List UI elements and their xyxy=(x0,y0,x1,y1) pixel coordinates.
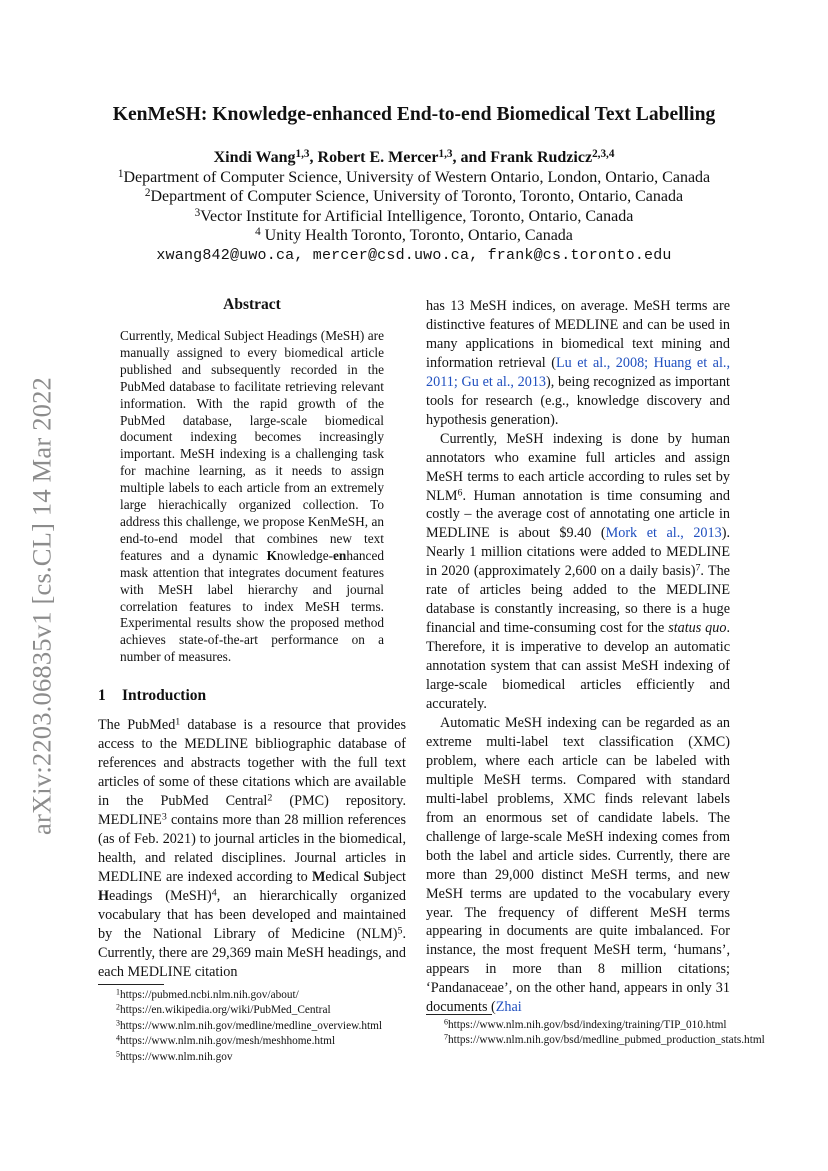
footnote-marker[interactable]: 6 xyxy=(457,487,463,499)
affiliation-text: Department of Computer Science, University of Toronto, Toronto, Ontario, Canada xyxy=(150,188,684,206)
footnote-marker[interactable]: 1 xyxy=(175,716,181,728)
author-emails: xwang842@uwo.ca, mercer@csd.uwo.ca, frank@cs.toronto.edu xyxy=(156,246,672,264)
emphasis-letter: en xyxy=(333,547,347,563)
arxiv-stamp-text: arXiv:2203.06835v1 [cs.CL] 14 Mar 2022 xyxy=(26,376,57,836)
footnote-url[interactable]: https://en.wikipedia.org/wiki/PubMed_Central xyxy=(119,1004,331,1017)
footnote-number: 4 xyxy=(116,1033,120,1043)
footnote xyxy=(426,1032,765,1048)
section-heading-introduction xyxy=(98,687,406,707)
author-name: Robert E. Mercer xyxy=(317,149,439,166)
abstract-span: Currently, Medical Subject Headings (MeSH) are manually assigned to every biomedical article published and subsequently recorded in the PubMed database to facilitate retrieving relevant information. With the rapid growth of the PubMed database, large-scale biomedical document indexing becomes increasingly important. MeSH indexing is a challenging task for machine learning, as it needs to assign multiple labels to each article from an extremely large hierachically organized collection. To address this challenge, we propose KenMeSH, an end-to-end model that combines new text features and a dynamic xyxy=(120,328,384,563)
emphasis-letter: S xyxy=(363,868,372,885)
footnote xyxy=(98,1050,406,1065)
abstract-span: hanced mask attention that integrates document features with MeSH label hierarchy and journal correlation features to index MeSH terms. Experimental results show the proposed method achieves state-of-the-art performance on a number of measures. xyxy=(120,547,384,665)
left-column xyxy=(98,296,406,981)
affiliation-marker: 3 xyxy=(194,206,201,219)
footnotes-left xyxy=(98,984,406,1065)
emphasis-letter: K xyxy=(266,547,277,563)
emphasis-letter: H xyxy=(98,887,110,904)
footnote xyxy=(98,988,406,1003)
citation-link[interactable]: Lu et al., 2008; Huang et al., 2011; Gu et al., 2013 xyxy=(426,354,731,390)
text-span: Automatic MeSH indexing can be regarded as an extreme multi-label text classification (XMC) problem, where each article can be labeled with multiple MeSH terms. Compared with standard multi-label problems, XMC finds relevant labels from an enormous set of candidate labels. The challenge of large-scale MeSH indexing comes from both the label and article sides. Currently, there are more than 29,000 distinct MeSH terms, and new MeSH terms are updated to the vocabulary every year. The frequency of different MeSH terms appearing in documents are quite imbalanced. For instance, the most frequent MeSH term, ‘humans’, appears in more than 8 million citations; ‘Pandanaceae’, on the other hand, appears in only 31 documents ( xyxy=(426,714,730,1016)
emphasis-letter: M xyxy=(311,868,326,885)
author-separator: , and xyxy=(452,149,491,166)
author-separator: , xyxy=(309,149,318,166)
text-span: The PubMed xyxy=(98,717,176,734)
footnote-url[interactable]: https://www.nlm.nih.gov/bsd/indexing/training/TIP_010.html xyxy=(447,1019,727,1031)
text-span: ubject xyxy=(371,868,406,885)
affiliation-marker: 1,3 xyxy=(438,147,453,160)
footnote-rule xyxy=(98,984,164,985)
footnote-marker[interactable]: 3 xyxy=(161,811,167,823)
affiliation-marker: 2,3,4 xyxy=(592,147,615,160)
author-block xyxy=(0,148,828,266)
footnote-marker[interactable]: 2 xyxy=(267,792,273,804)
body-paragraph xyxy=(426,714,730,1017)
footnote-url[interactable]: https://pubmed.ncbi.nlm.nih.gov/about/ xyxy=(119,989,299,1001)
footnote-url[interactable]: https://www.nlm.nih.gov xyxy=(119,1050,233,1063)
affiliation-marker: 2 xyxy=(144,187,151,200)
footnote-url[interactable]: https://www.nlm.nih.gov/medline/medline_overview.html xyxy=(119,1019,383,1032)
section-number: 1 xyxy=(98,687,106,705)
text-span: contains more than 28 million references (as of Feb. 2021) to journal articles in the biomedical, health, and related disciplines. Journal articles in MEDLINE are indexed according to xyxy=(98,811,406,885)
text-span: eadings (MeSH) xyxy=(109,887,212,904)
affiliation-text: Department of Computer Science, University of Western Ontario, London, Ontario, Canada xyxy=(123,168,711,186)
body-paragraph xyxy=(426,297,730,430)
footnote-number: 1 xyxy=(116,987,120,997)
affiliation-text: Unity Health Toronto, Toronto, Ontario, Canada xyxy=(260,227,573,245)
text-span: Currently, MeSH indexing is done by human annotators who examine full articles and assign MeSH terms to each article according to rules set by NLM xyxy=(426,430,730,504)
affiliation xyxy=(0,226,828,246)
footnote-rule xyxy=(426,1014,492,1015)
footnote xyxy=(426,1018,730,1033)
affiliation xyxy=(0,207,828,227)
citation-link[interactable]: Mork et al., 2013 xyxy=(605,525,722,542)
text-span: edical xyxy=(325,868,364,885)
footnote-number: 7 xyxy=(444,1032,448,1042)
affiliation xyxy=(0,168,828,188)
footnote-url[interactable]: https://www.nlm.nih.gov/mesh/meshhome.html xyxy=(119,1035,336,1048)
footnote-number: 6 xyxy=(444,1017,448,1027)
abstract-heading: Abstract xyxy=(223,296,281,313)
citation-link[interactable]: Zhai xyxy=(495,999,522,1016)
introduction-paragraph xyxy=(98,716,406,981)
text-span: . The rate of articles being added to the MEDLINE database is constantly increasing, so there is a huge financial and time-consuming cost for the xyxy=(426,563,730,637)
text-span: . Human annotation is time consuming and costly – the average cost of annotating one article in MEDLINE is about $9.40 ( xyxy=(426,487,730,542)
author-name: Xindi Wang xyxy=(213,149,296,166)
italic-phrase: status quo xyxy=(668,620,727,637)
footnote-url[interactable]: https://www.nlm.nih.gov/bsd/medline_pubmed_production_stats.html xyxy=(447,1034,765,1047)
affiliation-marker: 1 xyxy=(117,167,124,180)
footnote xyxy=(98,1019,406,1034)
abstract-text xyxy=(120,328,384,666)
footnote-marker[interactable]: 7 xyxy=(695,562,701,574)
text-span: has 13 MeSH indices, on average. MeSH terms are distinctive features of MEDLINE and can be used in many applications in biomedical text mining and information retrieval ( xyxy=(426,298,730,371)
affiliation xyxy=(0,187,828,207)
text-span: . Currently, there are 29,369 main MeSH headings, and each MEDLINE citation xyxy=(98,925,406,980)
body-paragraph xyxy=(426,430,730,714)
footnote-marker[interactable]: 5 xyxy=(397,925,403,937)
footnote-number: 2 xyxy=(116,1002,120,1012)
affiliation-text: Vector Institute for Artificial Intelligence, Toronto, Ontario, Canada xyxy=(200,207,634,225)
right-column xyxy=(426,297,730,1017)
footnote xyxy=(98,1034,406,1049)
affiliation-marker: 1,3 xyxy=(295,147,310,160)
abstract-span: nowledge- xyxy=(276,547,334,563)
footnote xyxy=(98,1003,406,1018)
section-title-text: Introduction xyxy=(122,687,207,705)
text-span: , an hierarchically organized vocabulary that has been developed and maintained by the National Library of Medicine (NLM) xyxy=(98,887,406,942)
text-span: database is a resource that provides access to the MEDLINE bibliographic database of references and abstracts together with the full text articles of some of these citations which are available in the PubMed Central xyxy=(98,717,406,809)
footnotes-right xyxy=(426,1014,765,1049)
footnote-number: 5 xyxy=(116,1049,120,1059)
text-span: ). Nearly 1 million citations were added to MEDLINE in 2020 (approximately 2,600 on a daily basis) xyxy=(426,525,730,580)
footnote-number: 3 xyxy=(116,1018,120,1028)
text-span: (PMC) repository. MEDLINE xyxy=(98,792,406,828)
author-name: Frank Rudzicz xyxy=(490,149,593,166)
paper-title: KenMeSH: Knowledge-enhanced End-to-end Biomedical Text Labelling xyxy=(112,104,716,125)
text-span: ), being recognized as important tools for research (e.g., knowledge discovery and hypothesis generation). xyxy=(426,373,730,428)
text-span: . Therefore, it is imperative to develop an automatic annotation system that can assist MeSH indexing of large-scale biomedical articles efficiently and accurately. xyxy=(426,620,730,713)
affiliation-marker: 4 xyxy=(255,226,261,239)
arxiv-identifier-stamp xyxy=(22,356,62,856)
footnote-marker[interactable]: 4 xyxy=(211,887,217,899)
author-names xyxy=(0,148,828,168)
